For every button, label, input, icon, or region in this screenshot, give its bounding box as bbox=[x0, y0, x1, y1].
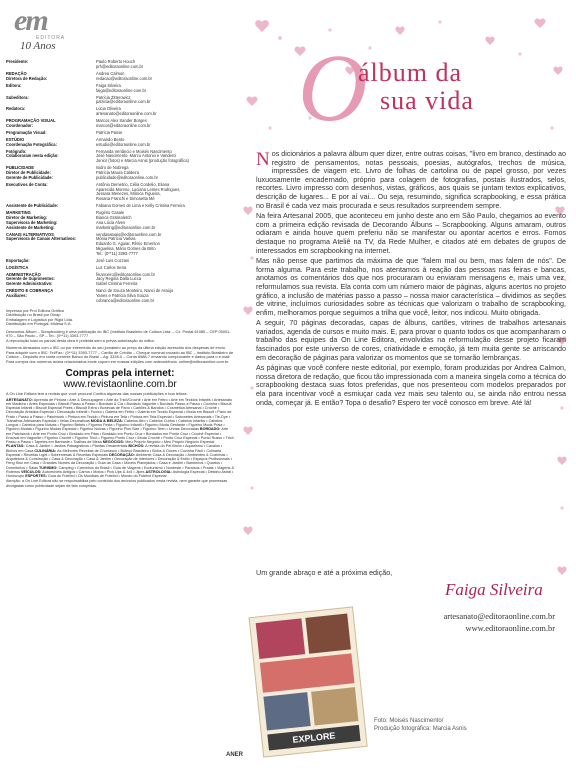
article-paragraph: Nos dicionários a palavra álbum quer dizer, entre outras coisas, "livro em branco, destinado ao registro de pensamentos, notas pessoais, poesias, autógrafos, trechos de música, impressões de viagem etc. Livro de folhas de cartolina ou de papel grosso, por vezes luxuosamente encadernado, próprio para colagem de fotografias, postais ilustrados, selos, recortes. Livro impresso com desenhos, vistas, gráficos, aos quais se juntam textos explicativos, descrição de lugares... E por aí vai... Ou seja, resumindo, significa scrapbooking, e essa prática no Brasil é cada vez mais procurada e seus resultados surpreendem sempre. bbox=[256, 149, 567, 210]
staff-role: CRÉDITO E COBRANÇA Auxiliares: bbox=[6, 288, 54, 299]
category-name: MODA & BELEZA: bbox=[90, 418, 124, 423]
staff-role: PROGRAMAÇÃO VISUAL Coordenador: bbox=[6, 118, 56, 128]
category-items: Aprenda de Pintura • Arte & Decoupagem • Arte do Tricô/Crochê • Arte em Feltro • Arte em Tecidos Infantis • Artesanato em Madeira • Artes Especiais • Biscuit Passo a Passo • Bordado & Cia • Bordado Vagonite • Bordado Passo a Passo • Cozinha • Biscuit Especial Infantil • Biscuit Especial Potes • Biscuit Extra • Bonecas de Pano • Cartões & Bandos • Cosmética Artesanal • Crochê • Decoração Artística Especial • Decoração Infantil • Fuxico • Galeria em Feltro • Galeria em Tecido Especial • Moda em Biscuit • Pano de Prato • Passo a Passo • Patchwork • Pintura em Tecido • Pintura em Tela • Pintura em Tela Especial • Sabonetes Artesanais • Tie-Dye • Trabalhos Artesanais Especial • Velas Decorativas bbox=[6, 397, 233, 423]
staff-name: Patrícia Zitterowicz patricia@editoraonline.com.br bbox=[96, 94, 151, 105]
category-name: BICHOS: bbox=[128, 444, 145, 449]
staff-role: Editora: bbox=[6, 82, 22, 88]
category-items: Automóveis Antigos • Carros • Motos • Pick Ups & 4x4 • Jipes bbox=[42, 469, 145, 474]
staff-name: Patrícia Passe bbox=[96, 129, 123, 135]
category-items: Guia do Futebol • Os Mundiais de Futebol • Mundo do Futebol Especial bbox=[47, 474, 167, 479]
article-paragraph: Na feira Artesanal 2005, que aconteceu em junho deste ano em São Paulo, chegamos ao evento com a primeira edição revisada de Decorando Álbuns – Scrapbooking. Alguns amaram, outros odiaram e ainda houve quem preferiu não se manifestar ou apontar acertos e erros. Fomos destaque no programa Ateliê na TV, da Rede Mulher, e citados até em debates de grupos de interessados em scrapbooking na internet. bbox=[256, 212, 566, 255]
staff-row bbox=[6, 259, 234, 264]
staff-role: REDAÇÃO Diretora de Redação: bbox=[6, 70, 48, 81]
closing-line: Um grande abraço e até a próxima edição, bbox=[256, 568, 393, 577]
headline-initial: O bbox=[298, 34, 368, 141]
category-items: Astrologia Especial • Destino Astral • Horóscopo bbox=[6, 469, 234, 479]
staff-row bbox=[6, 289, 234, 303]
print-info: Impresso por Prol Editora Gráfica Distribuição no Brasil por Dinap Embalagem e Logística por Rigid Ltda. Distribuição em Portugal: Midesa S.A. bbox=[6, 307, 74, 327]
contact-email[interactable]: artesanato@editoraonline.com.br bbox=[443, 612, 555, 621]
staff-row bbox=[6, 72, 234, 82]
category-name: CULINÁRIA: bbox=[34, 448, 57, 453]
contact-website[interactable]: www.editoraonline.com.br bbox=[465, 624, 555, 633]
staff-name: Rogério Casale Bianca Gratisoletch Ana Lúcia Alves marketing@editoraonline.com.br bbox=[96, 210, 156, 230]
staff-name: Antônio Demetrio, Célia Cordelio, Eliana Aparecida Moreno, Luciana Lemes Rodrigues, Jussara Menezes, Mônica Figueira, Rosana Franchi e Simonetta Mé bbox=[96, 181, 181, 202]
staff-row bbox=[6, 84, 234, 94]
buy-url[interactable]: www.revistaonline.com.br bbox=[63, 379, 177, 391]
rights-notice: Descontos Álbum – Scrapbooking é uma publicação do IBC (Instituto Brasileiro de Cultura Ltda. – Cx. Postal 61085 – CEP 05001-970 – São Paulo – SP – Tel.: (0**11) 3393-7777 A reprodução total ou parcial desta obra é proibida sem a prévia autorização do editor. bbox=[6, 328, 231, 343]
staff-row bbox=[6, 60, 234, 70]
staff-list bbox=[6, 60, 234, 303]
staff-role: ESTÚDIO Coordenação Fotográfica: bbox=[6, 136, 57, 147]
headline-line-2: sua vida bbox=[380, 86, 474, 115]
category-items: Arte em Patchwork • Arte em Ponto Cruz • Bordado em Fitas • Bordado em Ponto Cruz • Bordados em Ponto Cruz • Crochê Especial • Enxoval em Vagonite • Figurino Crochê • Figurino Tricô • Figurino Ponto Cruz • Moda Crochê • Ponto Cruz Especial • Ponto Russo • Tricô Passo a Passo • Tapetes em Barbante • Toalhas de Mesa bbox=[6, 427, 234, 445]
category-name: NEGÓCIOS: bbox=[102, 440, 125, 445]
staff-role: Presidente: bbox=[6, 59, 29, 65]
staff-role: LOGÍSTICA bbox=[6, 264, 29, 270]
staff-role: Subeditora: bbox=[6, 94, 29, 100]
staff-row bbox=[6, 211, 234, 230]
staff-row bbox=[6, 96, 234, 106]
staff-row bbox=[6, 273, 234, 287]
article-paragraph: As páginas que você confere neste editorial, por exemplo, foram produzidas por Andrea Calmon, nossa diretora de redação, que ficou tão impressionada com a maneira singela como a técnica do scrapbooking destaca suas fotos preferidas, que nos presenteou com modelos preparados por ela para incentivar você a esmiuçar cada vez mais seu talento ou, se ainda não entrou nessa onda, começar já. E então? Topa o desafio? Espero ter você conosco em breve. Até lá! bbox=[256, 364, 567, 407]
category-items: Casa & Jardim • Jardins Paisagísticos • Plantas Ornamentais bbox=[25, 444, 128, 449]
category-name: ARTESANATO: bbox=[6, 397, 33, 402]
staff-role: CANAIS ALTERNATIVOS Supervisora de Canais Alternativos: bbox=[6, 231, 77, 242]
drop-cap: N bbox=[256, 149, 270, 170]
staff-name: Fernanda Venâncio e Moisés Nascimento José Nascimento, Marco Antonio e Vanderci Junior (fotos) e Marcia Asnis (produção fotográfica) bbox=[96, 148, 189, 164]
article-paragraph: Mas não pense que partimos da máxima de que "falem mal ou bem, mas falem de nós". De forma alguma. Para este trabalho, nos atentamos à reação das pessoas nas feiras e bancas, anotamos os comentários dos que nos procuraram ou enviaram mensagens e, mais uma vez, reformulamos sua revista. Ela conta com um número maior de páginas, alguns acertos no projeto gráfico, a inclusão de matérias passo a passo – nossa maior característica – dividimos as seções de vitrine, incluímos curiosidades sobre as técnicas que valorizam o trabalho de scrapbooking, enfim, melhoramos porque seguimos a trilha que você, leitor, nos indicou. Muito obrigada. bbox=[256, 257, 566, 317]
staff-name: Fabiana Gomes de Lima e Kelly Cristina Ferreira bbox=[96, 203, 185, 209]
staff-role: Assistente de Publicidade: bbox=[6, 203, 59, 209]
editorial-text bbox=[256, 150, 566, 409]
staff-row bbox=[6, 138, 234, 148]
staff-name: Luz Carlos Sena bbox=[96, 264, 127, 270]
staff-name: Armando Bento estudio@editoraonline.com.br bbox=[96, 136, 151, 147]
category-name: ESPORTES: bbox=[25, 474, 47, 479]
staff-row bbox=[6, 183, 234, 202]
logo-sub: EDITORA bbox=[36, 35, 66, 41]
category-name: VEÍCULOS: bbox=[21, 469, 42, 474]
publisher-logo bbox=[6, 6, 234, 58]
staff-row bbox=[6, 266, 234, 271]
editor-signature: Faiga Silveira bbox=[445, 580, 543, 599]
photo-label: EXPLORE bbox=[292, 730, 336, 745]
back-issues: Números Atrasados com o IBC ou por intermédio do seu jornaleiro ao preço da última edição acrescido dos despesas de envio. Para adquirir com o IBC: Tel/Fax.: (0**11) 3393-7777 – Cartão de Crédito – Cheque nominal cruzado ao IBC – Instituto Brasileiro de Cultura – Depósito em conta corrente Banco do Brasil – Ag. 3328-0 – Conta 6588-7 enviando comprovante e dados para o e-mail: Para compra dos números acima relacionados envie cupom em nossas edições com antecedência. online@editoraonline.com.br bbox=[6, 345, 234, 364]
category-items: Meu Próprio Negócio • Meu Próprio Negócio Especial bbox=[125, 440, 215, 445]
staff-row bbox=[6, 166, 234, 180]
category-items: A revista do Pet Bicho • Aquarismo • Cavalos • Bichos em Casa bbox=[6, 444, 223, 453]
staff-name: Nanci de Souza Monteiro, Nanci de Araújo Yanes e Patrícia Silva Souza cobranca@editoraonline.com.br bbox=[96, 288, 174, 303]
category-items: Cabelos Afro • Cabelos Curtos • Cabelos Infantis • Cabelos Longos • Cabelos para Noivas • Figurino Bebês • Figurino Festa • Figurino Infantil • Figurino Moda Gestante • Figurino Moda Praia • Figurino Modas • Figurino Modas Especial • Figurino Noivas • Figurino Plus Size • Figurino Teen • Unhas Decoradas bbox=[6, 418, 225, 432]
article-paragraph: A seguir, 70 páginas decoradas, capas de álbuns, cartões, vitrines de trabalhos artesanais variados, agenda de cursos e muito mais. E, para provar o quanto todos os que acompanharam o trabalho das equipes da On Line Editora, envolvidas na reformulação desse projeto ficaram fascinados por este universo de cores, criatividade e emoção, já tem muita gente se arriscando em decoração de páginas para valorizar os momentos que se tornarão lembranças. bbox=[256, 319, 566, 362]
staff-role: Programação Visual: bbox=[6, 129, 47, 135]
staff-name: Isidro de Nobrega Patrícia Maura Caldeira publicidade@editoraonline.com.br bbox=[96, 165, 158, 180]
staff-name: Lúcia Oliveira artesanato@editoraonline.com.br bbox=[96, 106, 157, 117]
category-items: Ambiente Casa & Decoração • Ambientes & Cozinhas • Arquitetura & Construção • Casa & Decoração • Casa & Jardim • Decoração de Interiores • Decoração & Estilo • Espaços Profissionais • Feng Shui em Casa • Grandes Nomes da Decoração • Guia da Casa • Móveis Planejados • Casa e Jardim • Banheiros • Quartos • Dormitórios • Salas bbox=[6, 452, 233, 470]
staff-role: MARKETING Diretor de Marketing: Supervisora de Marketing: Assistente de Marketing: bbox=[6, 210, 58, 230]
category-items: As Melhores Receitas de Churrasco • Boteco Brasileiro • Bolos & Doces • Cozinha Fácil • Culinária Especial • Receitas Light • Sobremesas & Receitas Especiais bbox=[6, 448, 222, 457]
category-name: BORDADO: bbox=[199, 427, 221, 432]
scrapbook-photo bbox=[246, 604, 370, 758]
staff-role: ADMINISTRAÇÃO Gerente de Suprimentos: Gerente Administrativo: bbox=[6, 271, 55, 287]
staff-role: Redatora: bbox=[6, 106, 26, 112]
category-name: PLANTAS: bbox=[6, 444, 25, 449]
category-list bbox=[6, 398, 234, 479]
staff-name: Andrea Calmon redacao@editoraonline.com.br bbox=[96, 70, 153, 81]
staff-row bbox=[6, 131, 234, 136]
staff-row bbox=[6, 150, 234, 164]
staff-name: Faiga Silveira faiga@editoraonline.com.br bbox=[96, 82, 147, 93]
staff-role: Fotógrafo: Colaboraram nesta edição: bbox=[6, 148, 59, 159]
logo-anos: 10 Anos bbox=[20, 40, 56, 52]
staff-row bbox=[6, 204, 234, 209]
categories-note: Atenção: a On Line Editora não se responsabiliza pelo conteúdo dos anúncios publicados nesta revista, nem garante que promessas divulgadas como publicidade sejam de fato cumpridas. bbox=[6, 479, 228, 488]
staff-row bbox=[6, 233, 234, 257]
category-items: Camping • Caminhos do Brasil • Guia de Viagens • Ecoturismo • Nordeste • Paraísos • Praias • Viagens & Roteiros bbox=[6, 465, 234, 474]
category-name: ASTROLOGIA: bbox=[145, 469, 172, 474]
staff-row bbox=[6, 107, 234, 117]
buy-title: Compras pela internet: bbox=[65, 368, 175, 380]
category-entry bbox=[25, 474, 166, 478]
staff-name: Marcos Alex Sander Borges marcos@editoraonline.com.br bbox=[96, 118, 151, 128]
headline-line-1: álbum da bbox=[358, 58, 463, 87]
aner-logo: ANER bbox=[226, 752, 244, 758]
photo-credit: Foto: Moisés Nascimento/ Produção fotográfica: Marcia Asnis bbox=[374, 718, 467, 732]
staff-name: financeiro@editoraonline.com.br Jacy Regina Dalla Lucca Isabel Cristina Ferreira bbox=[96, 271, 155, 287]
category-name: DECORAÇÃO: bbox=[109, 452, 135, 457]
staff-name: José Luis Cozzani bbox=[96, 257, 130, 263]
staff-name: vendasatuais@editoraonline.com.br Mônia Patrícia Varlias Eduardo G. Aguiar, Rênio Emerson Miguelina, Mário Gomes da Brito Tel.: (0**11) 3393-7777 bbox=[96, 231, 162, 256]
buy-intro: A On Line Editora tem a revista que você procura! Confira algumas das nossas publicações e boa leitura. bbox=[6, 391, 188, 397]
staff-name: Paulo Roberto Houch prh@editoraonline.com.br bbox=[96, 59, 144, 69]
staff-role: Exportação: bbox=[6, 257, 30, 263]
category-name: TURISMO: bbox=[39, 465, 58, 470]
masthead-column bbox=[6, 6, 234, 766]
staff-role: PUBLICIDADE Diretor de Publicidade: Gerente de Publicidade: bbox=[6, 165, 53, 180]
logo-mark: em bbox=[14, 6, 47, 37]
staff-role: Executivos de Conta: bbox=[6, 181, 48, 187]
staff-row bbox=[6, 119, 234, 129]
